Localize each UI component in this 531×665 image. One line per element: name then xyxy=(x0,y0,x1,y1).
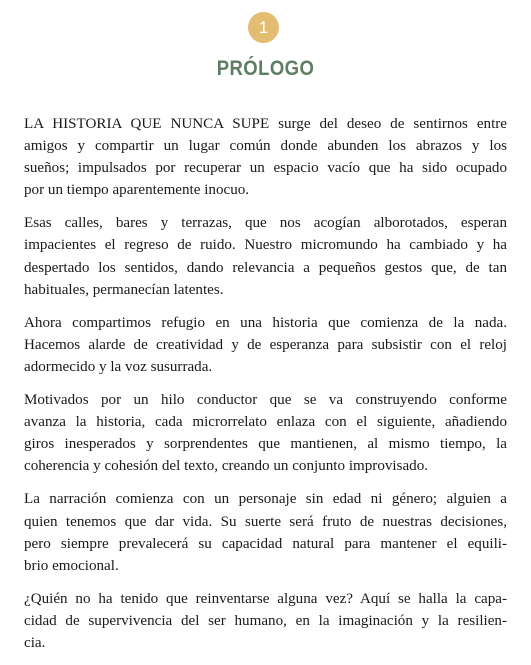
paragraph-line: Esas calles, bares y terrazas, que nos acogían alborotados, esperan xyxy=(24,215,507,232)
paragraph-line: pero siempre prevalecerá su capacidad natural para mantener el equili- xyxy=(24,535,507,552)
paragraph-line: quien tenemos que dar vida. Su suerte será fruto de nuestras decisiones, xyxy=(24,513,507,530)
paragraph-line: por un tiempo aparentemente inocuo. xyxy=(24,182,250,199)
paragraph-2 xyxy=(24,212,507,300)
paragraph-line: ¿Quién no ha tenido que reinventarse alguna vez? Aquí se halla la capa- xyxy=(24,590,507,607)
chapter-number-badge: 1 xyxy=(248,12,279,43)
paragraph-line: amigos y compartir un lugar común donde abunden los abrazos y los xyxy=(24,138,507,155)
prologue-body xyxy=(24,113,507,665)
paragraph-line: adormecido y la voz susurrada. xyxy=(24,358,213,375)
paragraph-line: despertado los sentidos, dando relevancia a pequeños gestos que, de tan xyxy=(24,259,507,276)
paragraph-line: impacientes el regreso de ruido. Nuestro micromundo ha cambiado y ha xyxy=(24,237,507,254)
paragraph-line: Ahora compartimos refugio en una historia que comienza de la nada. xyxy=(24,314,507,331)
paragraph-4 xyxy=(24,389,507,477)
paragraph-line: Hacemos alarde de creatividad y de esperanza para subsistir con el reloj xyxy=(24,336,507,353)
paragraph-line: giros inesperados y sorprendentes que mantienen, al mismo tiempo, la xyxy=(24,436,507,453)
chapter-title: PRÓLOGO xyxy=(216,57,315,80)
paragraph-3 xyxy=(24,312,507,378)
paragraph-line: cia. xyxy=(24,634,46,651)
paragraph-line: habituales, permanecían latentes. xyxy=(24,281,224,298)
paragraph-line: brio emocional. xyxy=(24,557,119,574)
paragraph-line: LA HISTORIA QUE NUNCA SUPE surge del deseo de sentirnos entre xyxy=(24,116,507,132)
paragraph-1 xyxy=(24,113,507,201)
paragraph-line: La narración comienza con un personaje sin edad ni género; alguien a xyxy=(24,491,507,508)
paragraph-line: Motivados por un hilo conductor que se va construyendo conforme xyxy=(24,392,507,409)
paragraph-line: cidad de supervivencia del ser humano, en la imaginación y la resilien- xyxy=(24,612,507,629)
paragraph-line: sueños; impulsados por recuperar un espacio vacío que ha sido ocupado xyxy=(24,160,507,177)
paragraph-line: coherencia y cohesión del texto, creando un conjunto improvisado. xyxy=(24,458,429,475)
paragraph-6 xyxy=(24,588,507,654)
paragraph-5 xyxy=(24,488,507,576)
paragraph-line: avanza la historia, cada microrrelato enlaza con el siguiente, añadiendo xyxy=(24,414,507,431)
